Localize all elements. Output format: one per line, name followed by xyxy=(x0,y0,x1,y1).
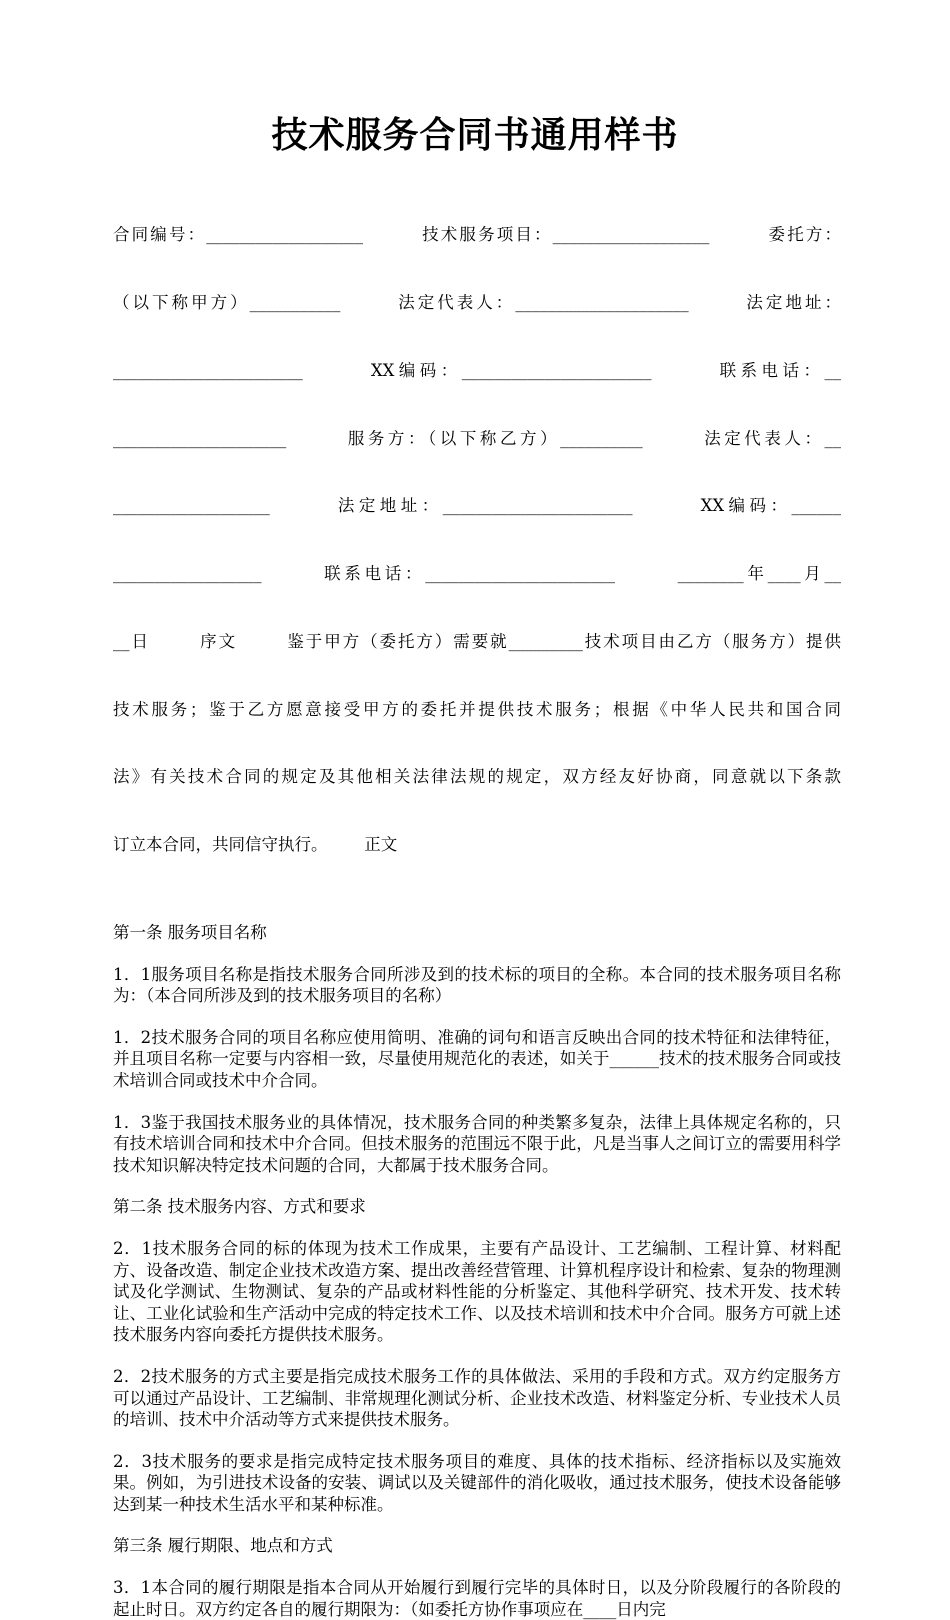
paragraph: 1．3鉴于我国技术服务业的具体情况，技术服务合同的种类繁多复杂，法律上具体规定名称的，只有技术培训合同和技术中介合同。但技术服务的范围远不限于此，凡是当事人之间订立的需要用科学技术知识解决特定技术问题的合同，大都属于技术服务合同。 xyxy=(113,1112,841,1175)
header-line: 订立本合同，共同信守执行。 正文 xyxy=(113,835,398,855)
paragraph: 1．1服务项目名称是指技术服务合同所涉及到的技术标的项目的全称。本合同的技术服务项目名称为：（本合同所涉及到的技术服务项目的名称） xyxy=(113,964,841,1006)
header-line: ___________________ 法定地址：_______________________ XX编码：______ xyxy=(113,496,841,516)
header-line: （以下称甲方）___________ 法定代表人：_____________________ 法定地址： xyxy=(113,292,841,312)
header-line: 技术服务；鉴于乙方愿意接受甲方的委托并提供技术服务；根据《中华人民共和国合同 xyxy=(113,699,841,719)
header-line: __日 序文 鉴于甲方（委托方）需要就_________技术项目由乙方（服务方）提供 xyxy=(113,631,841,651)
header-line: _____________________ 服务方：（以下称乙方）__________ 法定代表人：__ xyxy=(113,428,841,448)
paragraph: 2．2技术服务的方式主要是指完成技术服务工作的具体做法、采用的手段和方式。双方约定服务方可以通过产品设计、工艺编制、非常规理化测试分析、企业技术改造、材料鉴定分析、专业技术人员的培训、技术中介活动等方式来提供技术服务。 xyxy=(113,1366,841,1430)
paragraph: 1．2技术服务合同的项目名称应使用简明、准确的词句和语言反映出合同的技术特征和法律特征，并且项目名称一定要与内容相一致，尽量使用规范化的表述，如关于______技术的技术服务合同或技术培训合同或技术中介合同。 xyxy=(113,1027,841,1090)
section-heading: 第二条 技术服务内容、方式和要求 xyxy=(113,1197,366,1217)
header-line: __________________ 联系电话：_______________________ ________年____月__ xyxy=(113,564,841,584)
paragraph: 3．1本合同的履行期限是指本合同从开始履行到履行完毕的具体时日，以及分阶段履行的各阶段的起止时日。双方约定各自的履行期限为：（如委托方协作事项应在____日内完 xyxy=(113,1578,841,1619)
paragraph: 2．3技术服务的要求是指完成特定技术服务项目的难度、具体的技术指标、经济指标以及实施效果。例如，为引进技术设备的安装、调试以及关键部件的消化吸收，通过技术服务，使技术设备能够达到某一种技术生活水平和某种标准。 xyxy=(113,1451,841,1514)
document-title: 技术服务合同书通用样书 xyxy=(271,115,679,156)
section-heading: 第三条 履行期限、地点和方式 xyxy=(113,1536,333,1556)
section-heading: 第一条 服务项目名称 xyxy=(113,923,267,942)
paragraph: 2．1技术服务合同的标的体现为技术工作成果，主要有产品设计、工艺编制、工程计算、材料配方、设备改造、制定企业技术改造方案、提出改善经营管理、计算机程序设计和检索、复杂的物理测试及化学测试、生物测试、复杂的产品或材料性能的分析鉴定、其他科学研究、技术开发、技术转让、工业化试验和生产活动中完成的特定技术工作、以及技术培训和技术中介合同。服务方可就上述技术服务内容向委托方提供技术服务。 xyxy=(113,1238,841,1345)
header-line: 合同编号：___________________ 技术服务项目：___________________ 委托方： xyxy=(113,225,841,245)
document-body xyxy=(113,179,841,1620)
header-line: 法》有关技术合同的规定及其他相关法律法规的规定，双方经友好协商，同意就以下条款 xyxy=(113,767,841,787)
contract-header-block xyxy=(113,179,841,902)
header-line: _______________________ XX编码：_______________________ 联系电话：__ xyxy=(113,360,841,380)
